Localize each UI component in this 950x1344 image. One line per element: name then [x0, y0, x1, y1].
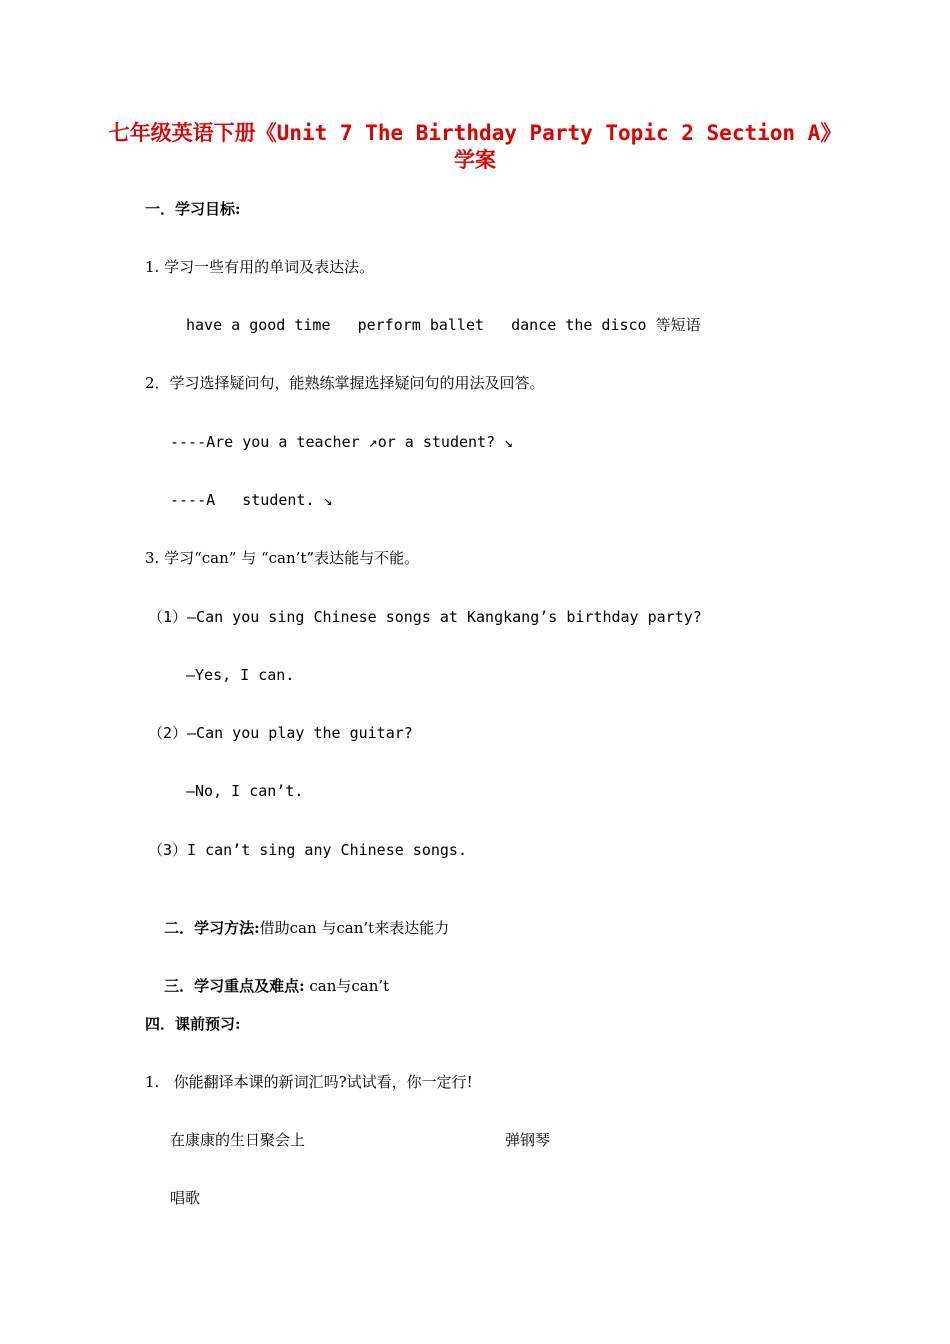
- goal-item-1: 1. 学习一些有用的单词及表达法。: [145, 258, 375, 276]
- document-title: 七年级英语下册《Unit 7 The Birthday Party Topic 2 Section A》学案: [108, 121, 842, 172]
- example-2-answer: —No, I can’t.: [186, 782, 304, 800]
- phrases-line: have a good time perform ballet dance the disco 等短语: [186, 316, 701, 334]
- method-line: [145, 898, 449, 958]
- focus-line: [145, 956, 389, 1016]
- preview-word-sing: 唱歌: [170, 1189, 201, 1207]
- example-1-answer: —Yes, I can.: [186, 666, 295, 684]
- preview-word-birthday-party: 在康康的生日聚会上: [170, 1131, 306, 1149]
- example-3: （3）I can’t sing any Chinese songs.: [148, 841, 467, 859]
- section-heading-focus: 三．学习重点及难点:: [164, 977, 305, 995]
- dialogue-answer: ----A student. ↘: [170, 491, 333, 509]
- dialogue-question: ----Are you a teacher ↗or a student? ↘: [170, 433, 514, 451]
- goal-item-3: 3. 学习“can” 与 “can’t”表达能与不能。: [145, 549, 420, 567]
- preview-word-piano: 弹钢琴: [505, 1131, 551, 1149]
- preview-item-1: 1. 你能翻译本课的新词汇吗?试试看，你一定行!: [145, 1073, 473, 1091]
- section-heading-method: 二．学习方法:: [164, 919, 260, 937]
- method-text: 借助can 与can’t来表达能力: [259, 919, 450, 937]
- goal-item-2: 2．学习选择疑问句，能熟练掌握选择疑问句的用法及回答。: [145, 374, 545, 392]
- section-heading-preview: 四．课前预习:: [145, 1015, 241, 1033]
- focus-text: can与can’t: [304, 977, 390, 995]
- example-1-question: （1）—Can you sing Chinese songs at Kangkang’s birthday party?: [148, 608, 702, 626]
- example-2-question: （2）—Can you play the guitar?: [148, 724, 413, 742]
- section-heading-goals: 一．学习目标:: [145, 200, 241, 218]
